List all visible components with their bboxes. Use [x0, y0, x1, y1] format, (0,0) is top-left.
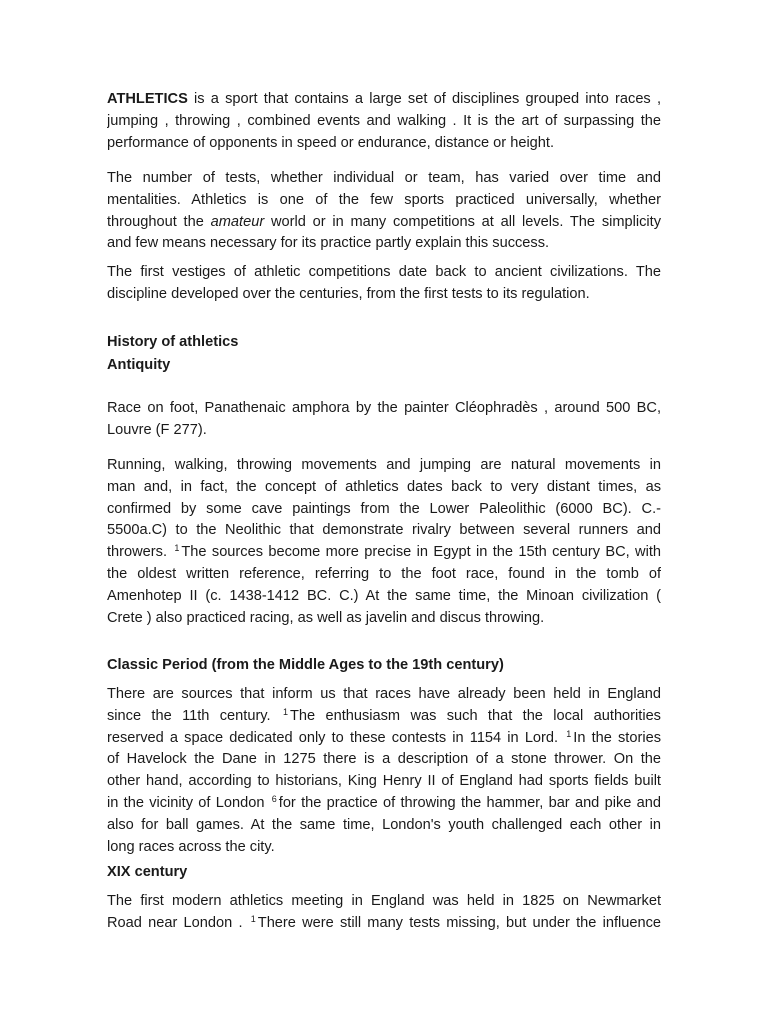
xix-paragraph: [107, 891, 661, 935]
history-heading: History of athletics: [107, 334, 239, 350]
footnote-ref: 1: [282, 706, 288, 717]
classic-line-5: other hand, according to historians, King Henry II of England had sports fields built: [107, 773, 661, 790]
classic-line-6: in the vicinity of London $^6$ for the practice of throwing the hammer, bar and pike and: [107, 794, 661, 811]
classic-line-8: long races across the city.: [107, 838, 275, 855]
footnote-ref: 1: [250, 913, 256, 924]
classic-line-3: reserved a space dedicated only to these contests in 1154 in Lord. $^1$ In the stories: [107, 728, 661, 746]
tests-paragraph: [107, 168, 661, 255]
intro-line-2: jumping , throwing , combined events and walking . It is the art of surpassing the: [107, 112, 661, 129]
intro-line-1: ATHLETICS is a sport that contains a large set of disciplines grouped into races ,: [107, 91, 661, 107]
classic-paragraph: [107, 684, 661, 858]
amphora-paragraph: [107, 398, 661, 442]
vestiges-line-1: The first vestiges of athletic competitions date back to ancient civilizations. The: [107, 264, 661, 280]
amateur-term: amateur: [210, 213, 265, 230]
tests-line-1: The number of tests, whether individual or team, has varied over time and: [107, 170, 661, 186]
classic-line-7: also for ball games. At the same time, London's youth challenged each other in: [107, 816, 661, 833]
amphora-line-2: Louvre (F 277).: [107, 421, 207, 438]
athletics-term: ATHLETICS: [107, 91, 188, 107]
running-line-7: Amenhotep II (c. 1438-1412 BC. C.) At the same time, the Minoan civilization (: [107, 587, 661, 604]
intro-line-3: performance of opponents in speed or endurance, distance or height.: [107, 134, 555, 151]
amphora-line-1: Race on foot, Panathenaic amphora by the painter Cléophradès , around 500 BC,: [107, 400, 661, 416]
running-line-5: throwers. $^1$ The sources become more precise in Egypt in the 15th century BC, with: [107, 543, 661, 561]
running-line-2: man and, in fact, the concept of athletics dates back to very distant times, as: [107, 478, 661, 495]
classic-period-heading: Classic Period (from the Middle Ages to the 19th century): [107, 657, 504, 673]
running-line-1: Running, walking, throwing movements and jumping are natural movements in: [107, 457, 661, 473]
running-line-4: 5500a.C) to the Neolithic that demonstrate rivalry between several runners and: [107, 522, 661, 539]
running-line-8: Crete ) also practiced racing, as well as javelin and discus throwing.: [107, 609, 545, 626]
xix-century-heading: XIX century: [107, 864, 188, 880]
xix-line-2: Road near London . $^1$ There were still many tests missing, but under the influence: [107, 913, 661, 931]
tests-line-2: mentalities. Athletics is one of the few sports practiced universally, whether: [107, 191, 661, 208]
footnote-ref: 6: [271, 794, 277, 805]
running-paragraph: [107, 455, 661, 629]
footnote-ref: 1: [174, 543, 180, 554]
tests-line-3: throughout the amateur world or in many competitions at all levels. The simplicity: [107, 213, 661, 230]
xix-line-1: The first modern athletics meeting in England was held in 1825 on Newmarket: [107, 893, 661, 909]
antiquity-heading: Antiquity: [107, 357, 171, 373]
vestiges-line-2: discipline developed over the centuries, from the first tests to its regulation.: [107, 285, 590, 302]
vestiges-paragraph: [107, 262, 661, 306]
classic-line-1: There are sources that inform us that races have already been held in England: [107, 686, 661, 702]
running-line-6: the oldest written reference, referring to the foot race, found in the tomb of: [107, 565, 661, 582]
footnote-ref: 1: [566, 728, 572, 739]
intro-paragraph: [107, 89, 661, 154]
tests-line-4: and few means necessary for its practice partly explain this success.: [107, 235, 550, 252]
running-line-3: confirmed by some cave paintings from the Lower Paleolithic (6000 BC). C.-: [107, 500, 661, 517]
classic-line-2: since the 11th century. $^1$ The enthusiasm was such that the local authorities: [107, 706, 661, 724]
classic-line-4: of Havelock the Dane in 1275 there is a description of a stone thrower. On the: [107, 751, 661, 768]
